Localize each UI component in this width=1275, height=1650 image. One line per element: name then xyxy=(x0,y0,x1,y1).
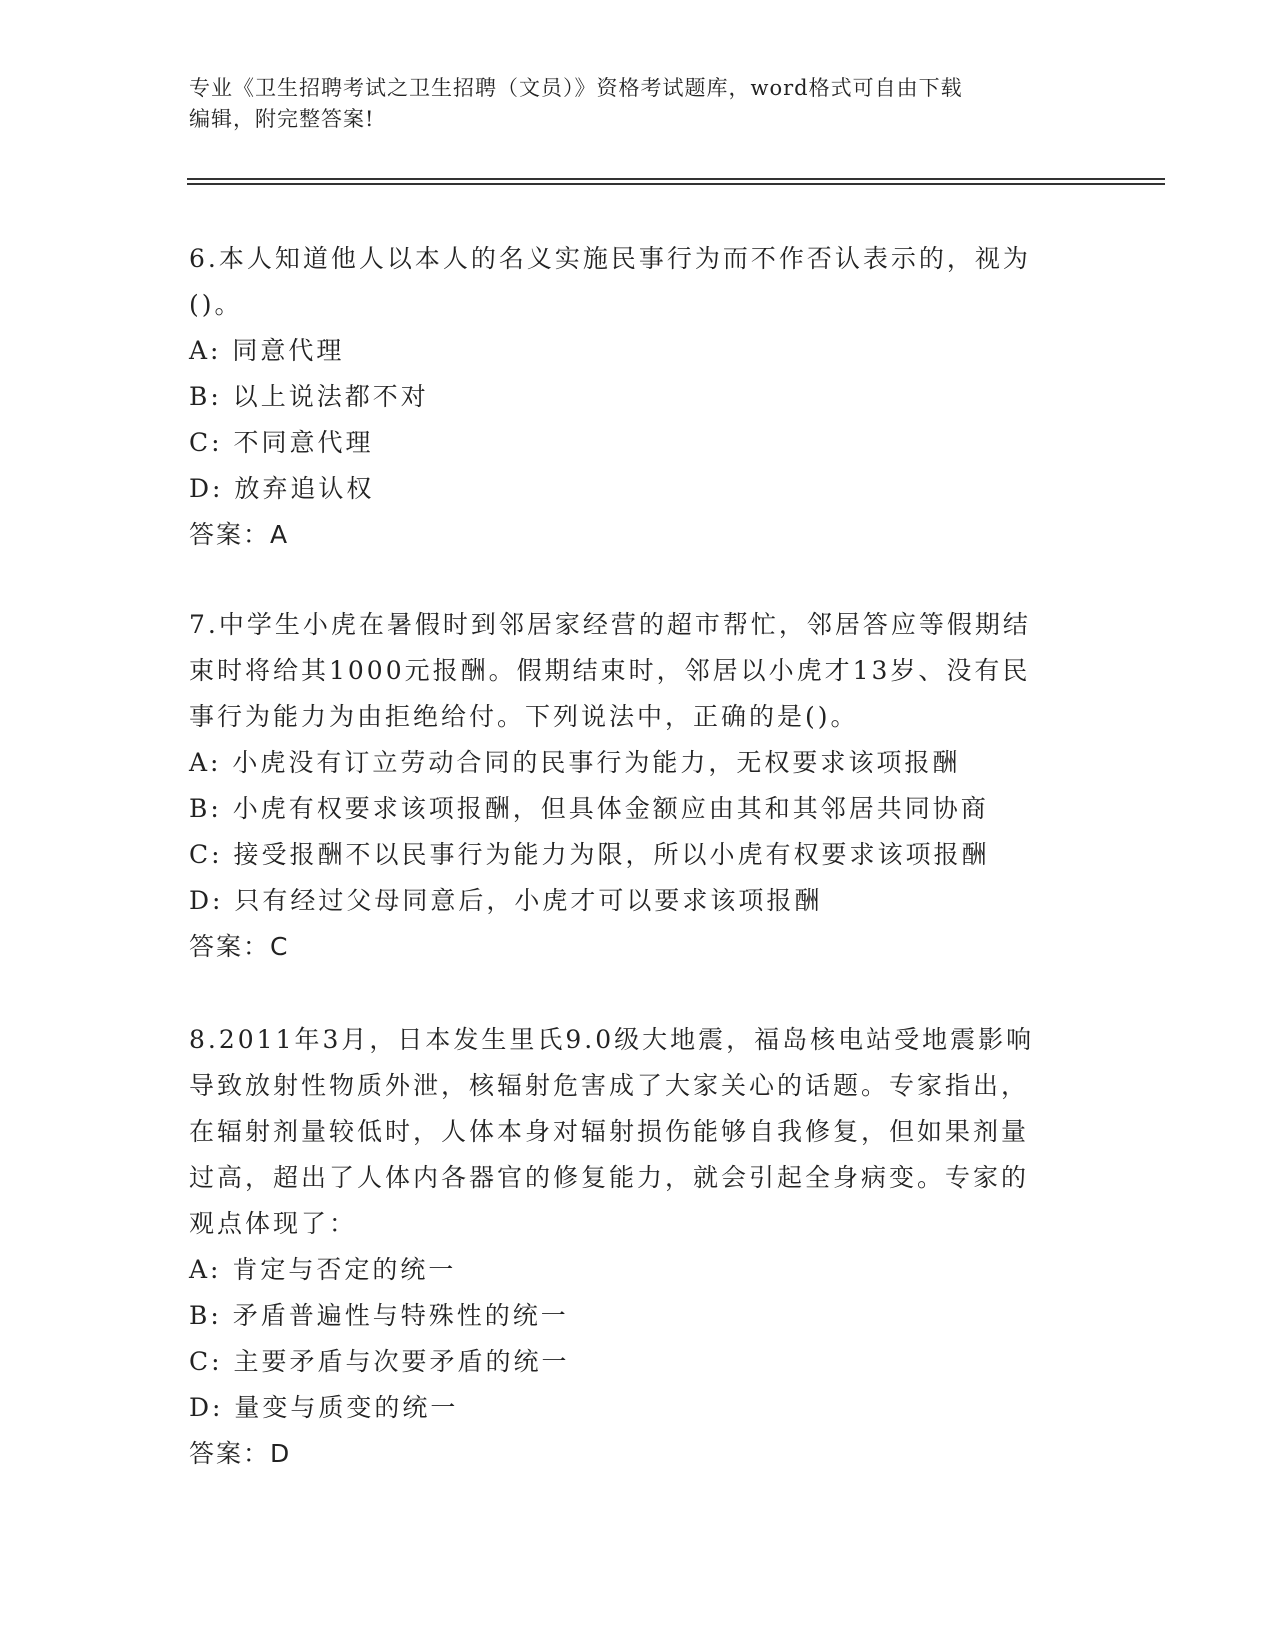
answer-line: 答案：C xyxy=(189,932,290,961)
question-stem-line: 6.本人知道他人以本人的名义实施民事行为而不作否认表示的，视为 xyxy=(189,244,1031,273)
question-stem-line: 7.中学生小虎在暑假时到邻居家经营的超市帮忙，邻居答应等假期结 xyxy=(189,610,1031,639)
answer-line: 答案：A xyxy=(189,520,290,549)
option-d: D: 只有经过父母同意后，小虎才可以要求该项报酬 xyxy=(189,886,823,915)
question-stem-line: 束时将给其1000元报酬。假期结束时，邻居以小虎才13岁、没有民 xyxy=(189,656,1031,685)
header-line-1: 专业《卫生招聘考试之卫生招聘（文员）》资格考试题库，word格式可自由下载 xyxy=(189,76,963,100)
question-8 xyxy=(189,1017,1089,1477)
question-stem-line: 导致放射性物质外泄，核辐射危害成了大家关心的话题。专家指出， xyxy=(189,1071,1030,1100)
option-a: A: 同意代理 xyxy=(189,336,345,365)
question-stem-line: 8.2011年3月，日本发生里氏9.0级大地震，福岛核电站受地震影响 xyxy=(189,1025,1035,1054)
question-7 xyxy=(189,602,1089,970)
question-stem-line: ()。 xyxy=(189,290,243,319)
question-stem-line: 事行为能力为由拒绝给付。下列说法中，正确的是()。 xyxy=(189,702,859,731)
document-header xyxy=(189,73,1089,135)
option-c: C: 接受报酬不以民事行为能力为限，所以小虎有权要求该项报酬 xyxy=(189,840,990,869)
question-stem-line: 在辐射剂量较低时，人体本身对辐射损伤能够自我修复，但如果剂量 xyxy=(189,1117,1030,1146)
answer-line: 答案：D xyxy=(189,1439,292,1468)
question-stem-line: 过高，超出了人体内各器官的修复能力，就会引起全身病变。专家的 xyxy=(189,1163,1030,1192)
option-b: B: 以上说法都不对 xyxy=(189,382,429,411)
option-c: C: 主要矛盾与次要矛盾的统一 xyxy=(189,1347,570,1376)
header-divider-top xyxy=(187,178,1165,180)
question-stem-line: 观点体现了： xyxy=(189,1209,358,1238)
header-line-2: 编辑，附完整答案! xyxy=(189,107,375,131)
option-c: C: 不同意代理 xyxy=(189,428,374,457)
option-a: A: 小虎没有订立劳动合同的民事行为能力，无权要求该项报酬 xyxy=(189,748,961,777)
question-6 xyxy=(189,236,1089,558)
option-d: D: 放弃追认权 xyxy=(189,474,375,503)
option-b: B: 小虎有权要求该项报酬，但具体金额应由其和其邻居共同协商 xyxy=(189,794,989,823)
header-divider-bottom xyxy=(187,183,1165,185)
option-b: B: 矛盾普遍性与特殊性的统一 xyxy=(189,1301,569,1330)
option-d: D: 量变与质变的统一 xyxy=(189,1393,459,1422)
option-a: A: 肯定与否定的统一 xyxy=(189,1255,457,1284)
